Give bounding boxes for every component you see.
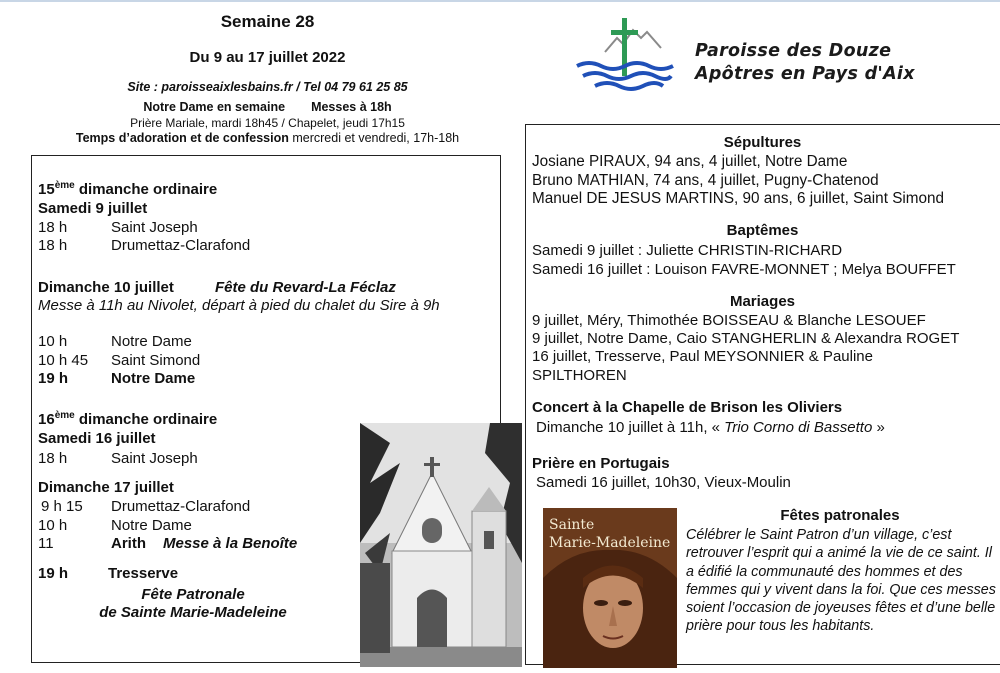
tresserve-feast-line2: de Sainte Marie-Madeleine <box>99 604 287 621</box>
baptisms-heading: Baptêmes <box>726 222 799 239</box>
mass-time: 10 h <box>38 517 68 534</box>
baptism-entry: Samedi 16 juillet : Louison FAVRE-MONNET ; Melya BOUFFET <box>532 261 956 278</box>
sunday-10-heading: Dimanche 10 juillet <box>38 279 174 296</box>
adoration-label: Temps d’adoration et de confession <box>75 131 289 145</box>
mass-time: 19 h <box>38 370 69 387</box>
baptism-entry: Samedi 9 juillet : Juliette CHRISTIN-RICHARD <box>532 242 843 259</box>
parish-name <box>695 40 915 86</box>
tresserve-time: 19 h <box>38 565 69 582</box>
sunday-16-heading: 16ème dimanche ordinaire <box>38 410 218 428</box>
mass-place: Notre Dame <box>111 333 192 350</box>
weekday-label: Notre Dame en semaine <box>143 100 286 114</box>
prayer-times: Prière Mariale, mardi 18h45 / Chapelet, jeudi 17h15 <box>130 116 405 130</box>
mass-time: 9 h 15 <box>41 498 83 515</box>
adoration-time: mercredi et vendredi, 17h-18h <box>292 131 460 145</box>
mass-time: 18 h <box>38 450 68 467</box>
burial-entry: Manuel DE JESUS MARTINS, 90 ans, 6 juillet, Saint Simond <box>532 190 945 207</box>
week-title: Semaine 28 <box>220 12 315 31</box>
mass-place: Notre Dame <box>111 517 192 534</box>
revard-feast: Fête du Revard-La Féclaz <box>215 279 396 296</box>
weekday-mass-time: Messes à 18h <box>311 100 392 114</box>
mass-time: 10 h 45 <box>38 352 89 369</box>
parish-name-line1: Paroisse des Douze <box>695 41 892 61</box>
saint-image-title: Sainte Marie-Madeleine <box>549 517 671 551</box>
burial-entry: Josiane PIRAUX, 94 ans, 4 juillet, Notre Dame <box>532 153 848 170</box>
mass-place: Saint Simond <box>111 352 201 369</box>
wedding-entry: 16 juillet, Tresserve, Paul MEYSONNIER & Pauline <box>532 348 873 365</box>
patronal-feasts-text: Célébrer le Saint Patron d’un village, c’est retrouver l’esprit qui a animé la vie de ce saint. Il a édifié la communauté des hommes et des femmes qui y vivent dans la foi. Que ces messes soient l’occasion de joyeuses fêtes et d’une belle prière pour tous les habitants. <box>686 527 996 635</box>
tresserve-place: Tresserve <box>108 565 179 582</box>
nivolet-note: Messe à 11h au Nivolet, départ à pied du chalet du Sire à 9h <box>38 297 440 314</box>
mass-place: Arith <box>111 535 146 552</box>
date-range: Du 9 au 17 juillet 2022 <box>189 49 346 66</box>
weddings-heading: Mariages <box>729 293 796 310</box>
burial-entry: Bruno MATHIAN, 74 ans, 4 juillet, Pugny-Chatenod <box>532 172 879 189</box>
church-photo <box>360 423 522 667</box>
adoration-times <box>40 131 495 145</box>
mass-time: 18 h <box>38 219 68 236</box>
mass-place: Drumettaz-Clarafond <box>111 237 251 254</box>
wedding-entry: 9 juillet, Notre Dame, Caio STANGHERLIN & Alexandra ROGET <box>532 330 960 347</box>
sunday-15-heading: 15ème dimanche ordinaire <box>38 180 218 198</box>
mass-time: 11 <box>38 535 54 552</box>
concert-details: Dimanche 10 juillet à 11h, « Trio Corno di Bassetto » <box>536 419 885 436</box>
weekday-masses <box>100 100 435 114</box>
saturday-9-heading: Samedi 9 juillet <box>38 200 148 217</box>
parish-name-line2: Apôtres en Pays d'Aix <box>695 64 915 84</box>
wedding-entry: 9 juillet, Méry, Thimothée BOISSEAU & Blanche LESOUEF <box>532 312 926 329</box>
saturday-16-heading: Samedi 16 juillet <box>38 430 156 447</box>
concert-heading: Concert à la Chapelle de Brison les Oliviers <box>532 399 843 416</box>
mass-time: 18 h <box>38 237 68 254</box>
top-border <box>0 0 1000 2</box>
mass-place: Saint Joseph <box>111 450 198 467</box>
mass-place: Saint Joseph <box>111 219 198 236</box>
mass-place: Notre Dame <box>111 370 196 387</box>
sainte-marie-madeleine-image <box>543 508 677 668</box>
mass-place: Drumettaz-Clarafond <box>111 498 251 515</box>
parish-logo-icon <box>575 14 675 92</box>
sunday-17-heading: Dimanche 17 juillet <box>38 479 174 496</box>
benoite-note: Messe à la Benoîte <box>163 535 298 552</box>
portuguese-prayer-details: Samedi 16 juillet, 10h30, Vieux-Moulin <box>536 474 791 491</box>
site-and-phone: Site : paroisseaixlesbains.fr / Tel 04 79 61 25 85 <box>127 80 408 94</box>
burials-heading: Sépultures <box>723 134 802 151</box>
patronal-feasts-heading: Fêtes patronales <box>780 507 900 524</box>
tresserve-feast-line1: Fête Patronale <box>141 586 245 603</box>
wedding-entry: SPILTHOREN <box>532 367 627 384</box>
mass-time: 10 h <box>38 333 68 350</box>
portuguese-prayer-heading: Prière en Portugais <box>532 455 670 472</box>
